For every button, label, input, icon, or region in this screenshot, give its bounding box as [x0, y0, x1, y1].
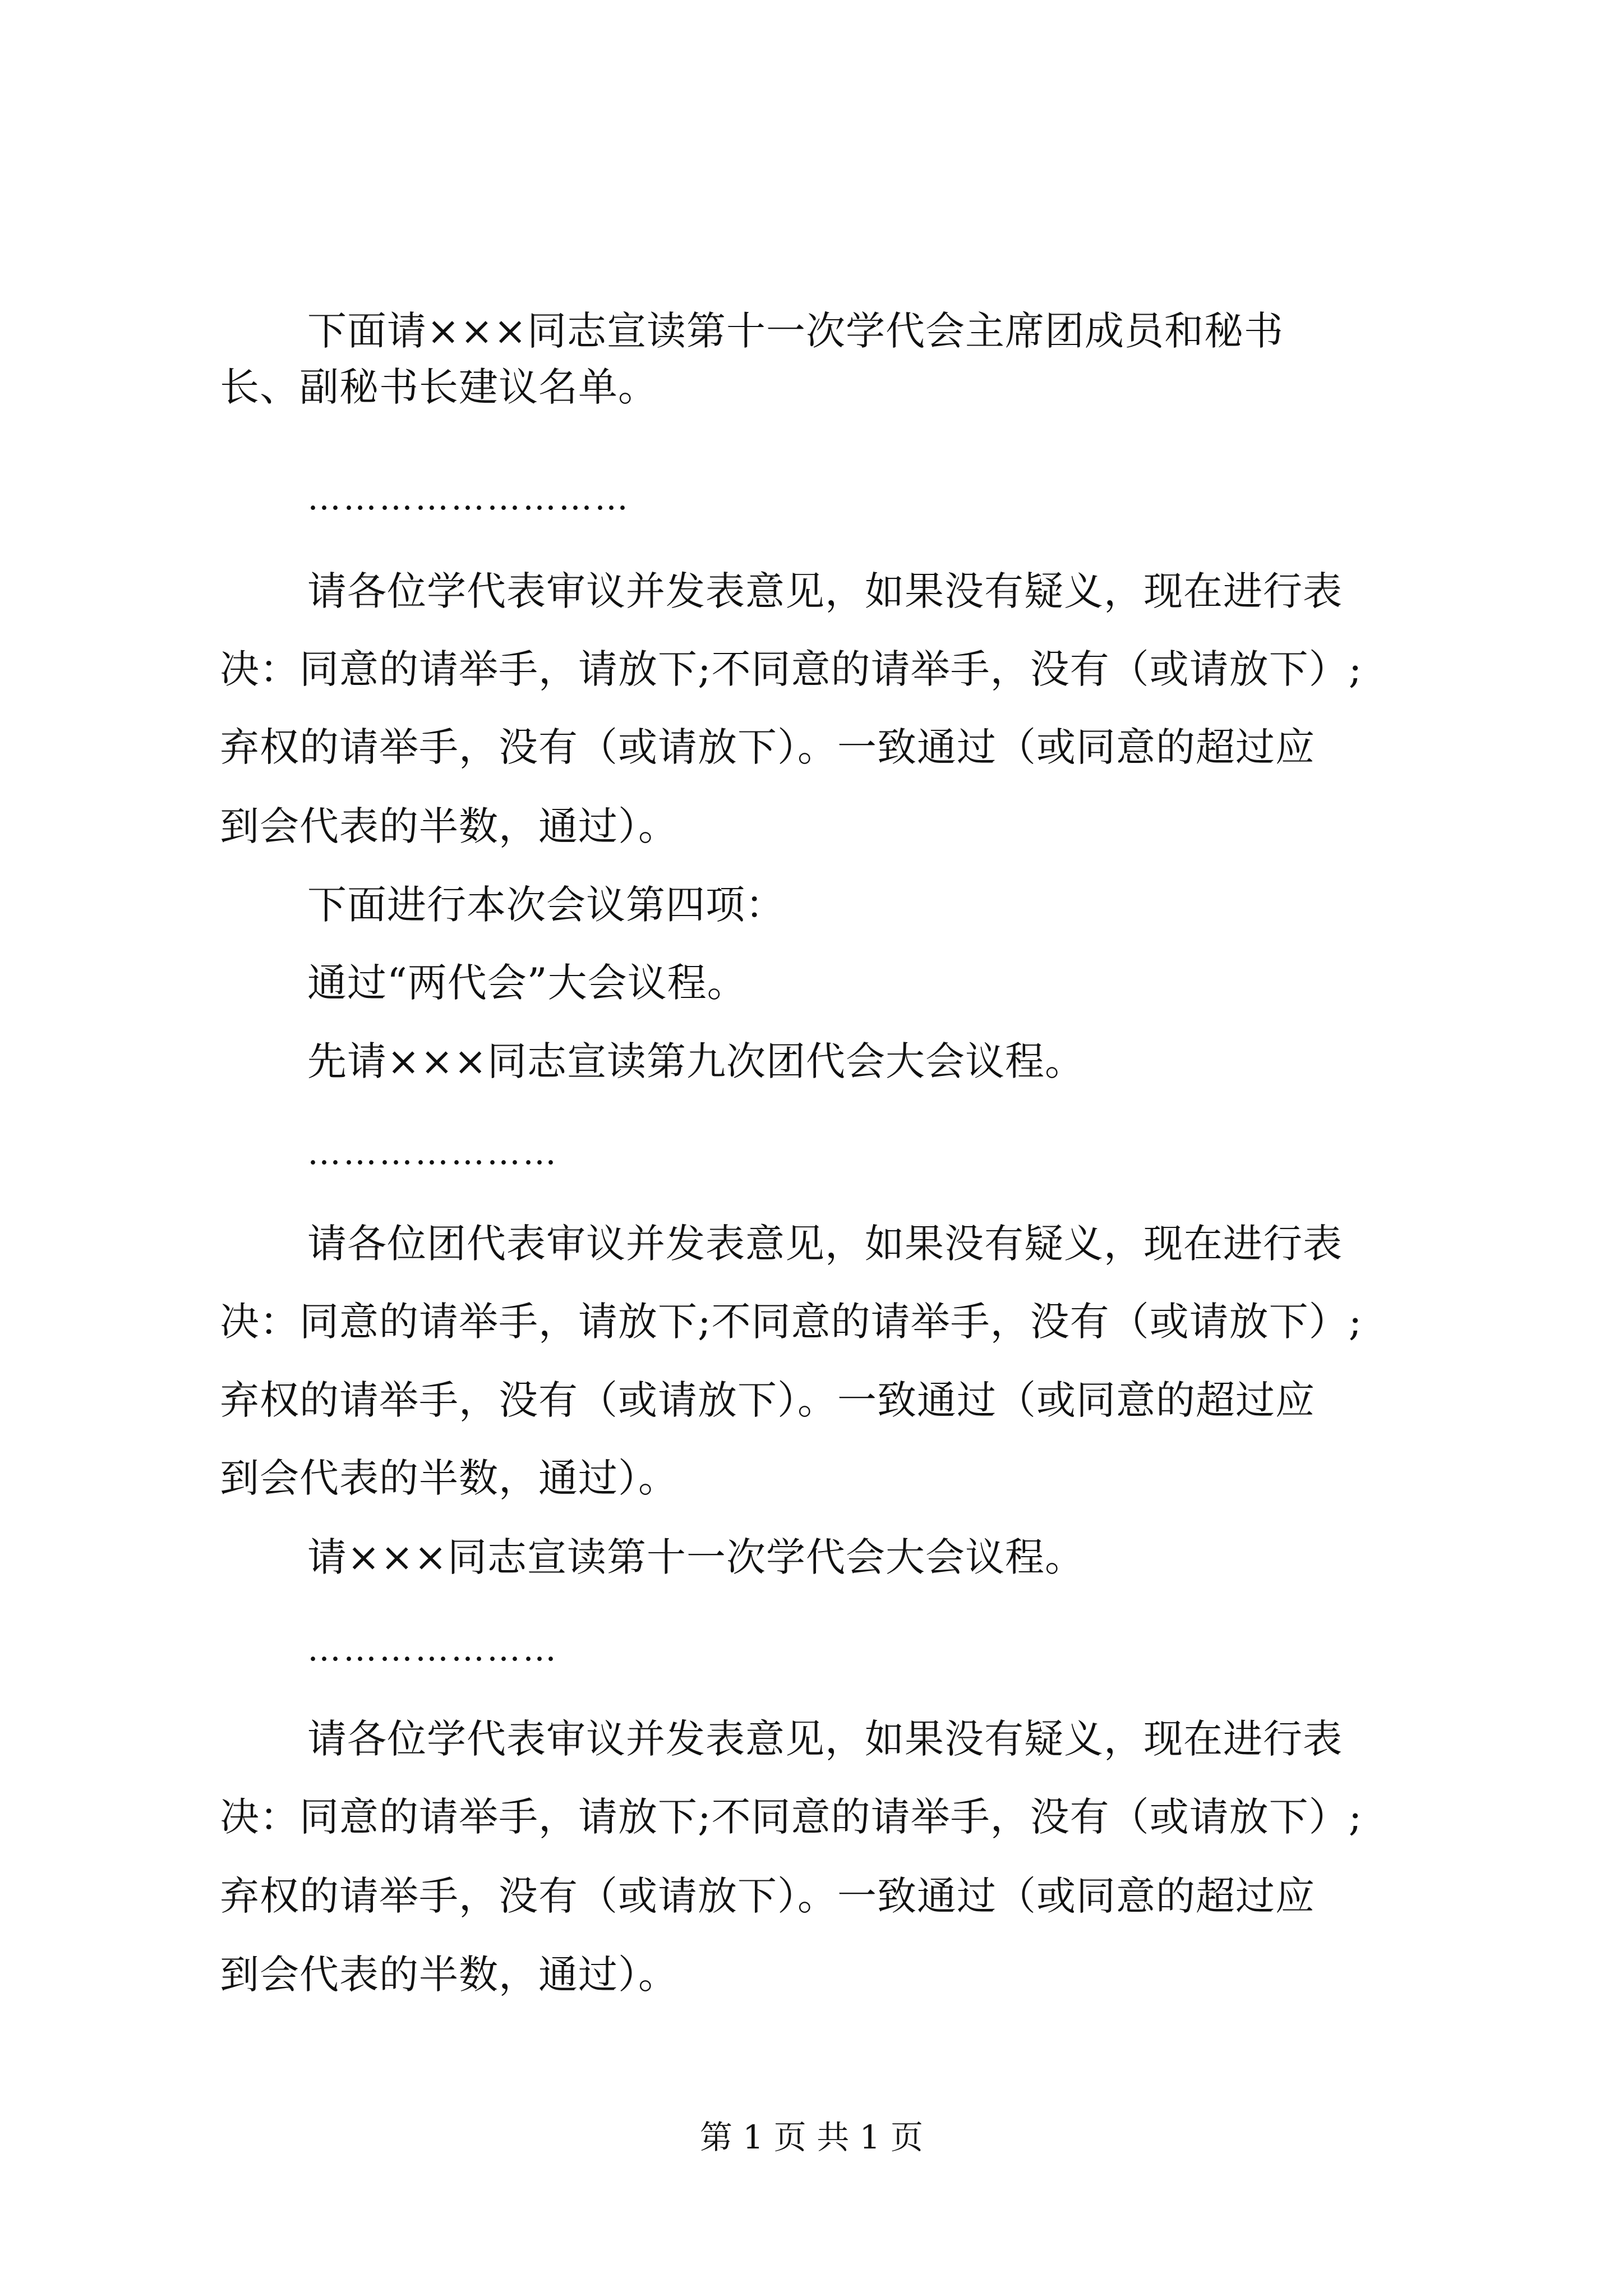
ellipsis-line: ………………………: [307, 478, 630, 518]
paragraph-line: 弃权的请举手，没有（或请放下）。一致通过（或同意的超过应: [220, 1377, 1315, 1423]
paragraph-line: 请各位团代表审议并发表意见，如果没有疑义，现在进行表: [307, 1221, 1343, 1267]
paragraph-line: 下面请×××同志宣读第十一次学代会主席团成员和秘书: [307, 308, 1284, 354]
ellipsis-line: …………………: [307, 1630, 559, 1669]
paragraph-line: 到会代表的半数，通过）。: [220, 1952, 678, 1998]
paragraph-line: 请各位学代表审议并发表意见，如果没有疑义，现在进行表: [307, 1716, 1343, 1762]
paragraph-line: 决：同意的请举手，请放下;不同意的请举手，没有（或请放下）;: [220, 1794, 1363, 1840]
paragraph-line: 请×××同志宣读第十一次学代会大会议程。: [307, 1534, 1085, 1580]
paragraph-line: 长、副秘书长建议名单。: [220, 364, 658, 410]
paragraph-line: 到会代表的半数，通过）。: [220, 1455, 678, 1501]
paragraph-line: 决：同意的请举手，请放下;不同意的请举手，没有（或请放下）;: [220, 1299, 1363, 1345]
paragraph-line: 通过“两代会”大会议程。: [307, 960, 747, 1006]
paragraph-line: 请各位学代表审议并发表意见，如果没有疑义，现在进行表: [307, 568, 1343, 614]
paragraph-line: 下面进行本次会议第四项：: [307, 882, 785, 928]
page-footer: 第 1 页 共 1 页: [700, 2118, 923, 2156]
paragraph-line: 先请×××同志宣读第九次团代会大会议程。: [307, 1038, 1085, 1084]
paragraph-line: 决：同意的请举手，请放下;不同意的请举手，没有（或请放下）;: [220, 646, 1363, 692]
paragraph-line: 弃权的请举手，没有（或请放下）。一致通过（或同意的超过应: [220, 1873, 1315, 1919]
paragraph-line: 到会代表的半数，通过）。: [220, 803, 678, 849]
paragraph-line: 弃权的请举手，没有（或请放下）。一致通过（或同意的超过应: [220, 724, 1315, 770]
ellipsis-line: …………………: [307, 1133, 559, 1172]
